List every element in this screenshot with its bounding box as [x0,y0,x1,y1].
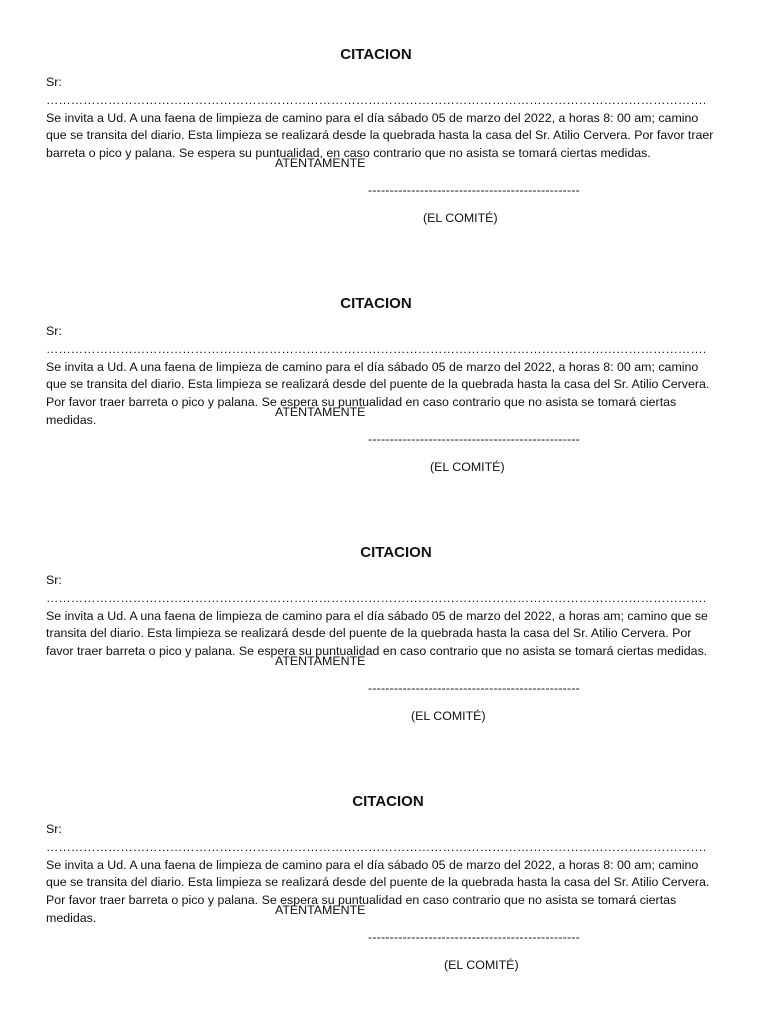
closing-text: ATENTAMENTE [275,903,366,917]
committee-label: (EL COMITÉ) [430,460,505,474]
closing-text: ATENTAMENTE [275,405,366,419]
signature-line: ------------------------------------------------- [368,681,580,695]
citation-title: CITACION [360,544,432,561]
citation-body: Sr: ……………………………………………………………………………………………………………………………………………. Se invita a Ud. A una faena de limpieza de camino para el día sábado 05 de marzo del 2022, a horas 8: 00 am; camino que se transita del diario. Esta limpieza se realizará desde del puente de la quebrada hasta la casa del Sr. Atilio Cervera. Por favor traer barreta o pico y palana. Se espera su puntualidad en caso contrario que no asista se tomará ciertas medidas. [46,822,710,925]
committee-label: (EL COMITÉ) [423,211,498,225]
citation-block-4 [46,793,718,1033]
citation-title: CITACION [352,793,424,810]
citation-title: CITACION [340,295,412,312]
signature-line: ------------------------------------------------- [368,183,580,197]
citation-block-2 [46,295,718,535]
closing-text: ATENTAMENTE [275,156,366,170]
committee-label: (EL COMITÉ) [444,958,519,972]
closing-text: ATENTAMENTE [275,654,366,668]
citation-block-1 [46,46,718,286]
citation-body: Sr: ……………………………………………………………………………………………………………………………………………. Se invita a Ud. A una faena de limpieza de camino para el día sábado 05 de marzo del 2022, a horas 8: 00 am; camino que se transita del diario. Esta limpieza se realizará desde la quebrada hasta la casa del Sr. Atilio Cervera. Por favor traer barreta o pico y palana. Se espera su puntualidad, en caso contrario que no asista se tomará ciertas medidas. [46,75,714,161]
citation-block-3 [46,544,718,784]
signature-line: ------------------------------------------------- [368,930,580,944]
committee-label: (EL COMITÉ) [411,709,486,723]
signature-line: ------------------------------------------------- [368,432,580,446]
citation-body: Sr: ……………………………………………………………………………………………………………………………………………. Se invita a Ud. A una faena de limpieza de camino para el día sábado 05 de marzo del 2022, a horas 8: 00 am; camino que se transita del diario. Esta limpieza se realizará desde del puente de la quebrada hasta la casa del Sr. Atilio Cervera. Por favor traer barreta o pico y palana. Se espera su puntualidad en caso contrario que no asista se tomará ciertas medidas. [46,324,710,427]
citation-body: Sr: ……………………………………………………………………………………………………………………………………………. Se invita a Ud. A una faena de limpieza de camino para el día sábado 05 de marzo del 2022, a horas am; camino que se transita del diario. Esta limpieza se realizará desde del puente de la quebrada hasta la casa del Sr. Atilio Cervera. Por favor traer barreta o pico y palana. Se espera su puntualidad en caso contrario que no asista se tomará ciertas medidas. [46,573,708,659]
citation-title: CITACION [340,46,412,63]
